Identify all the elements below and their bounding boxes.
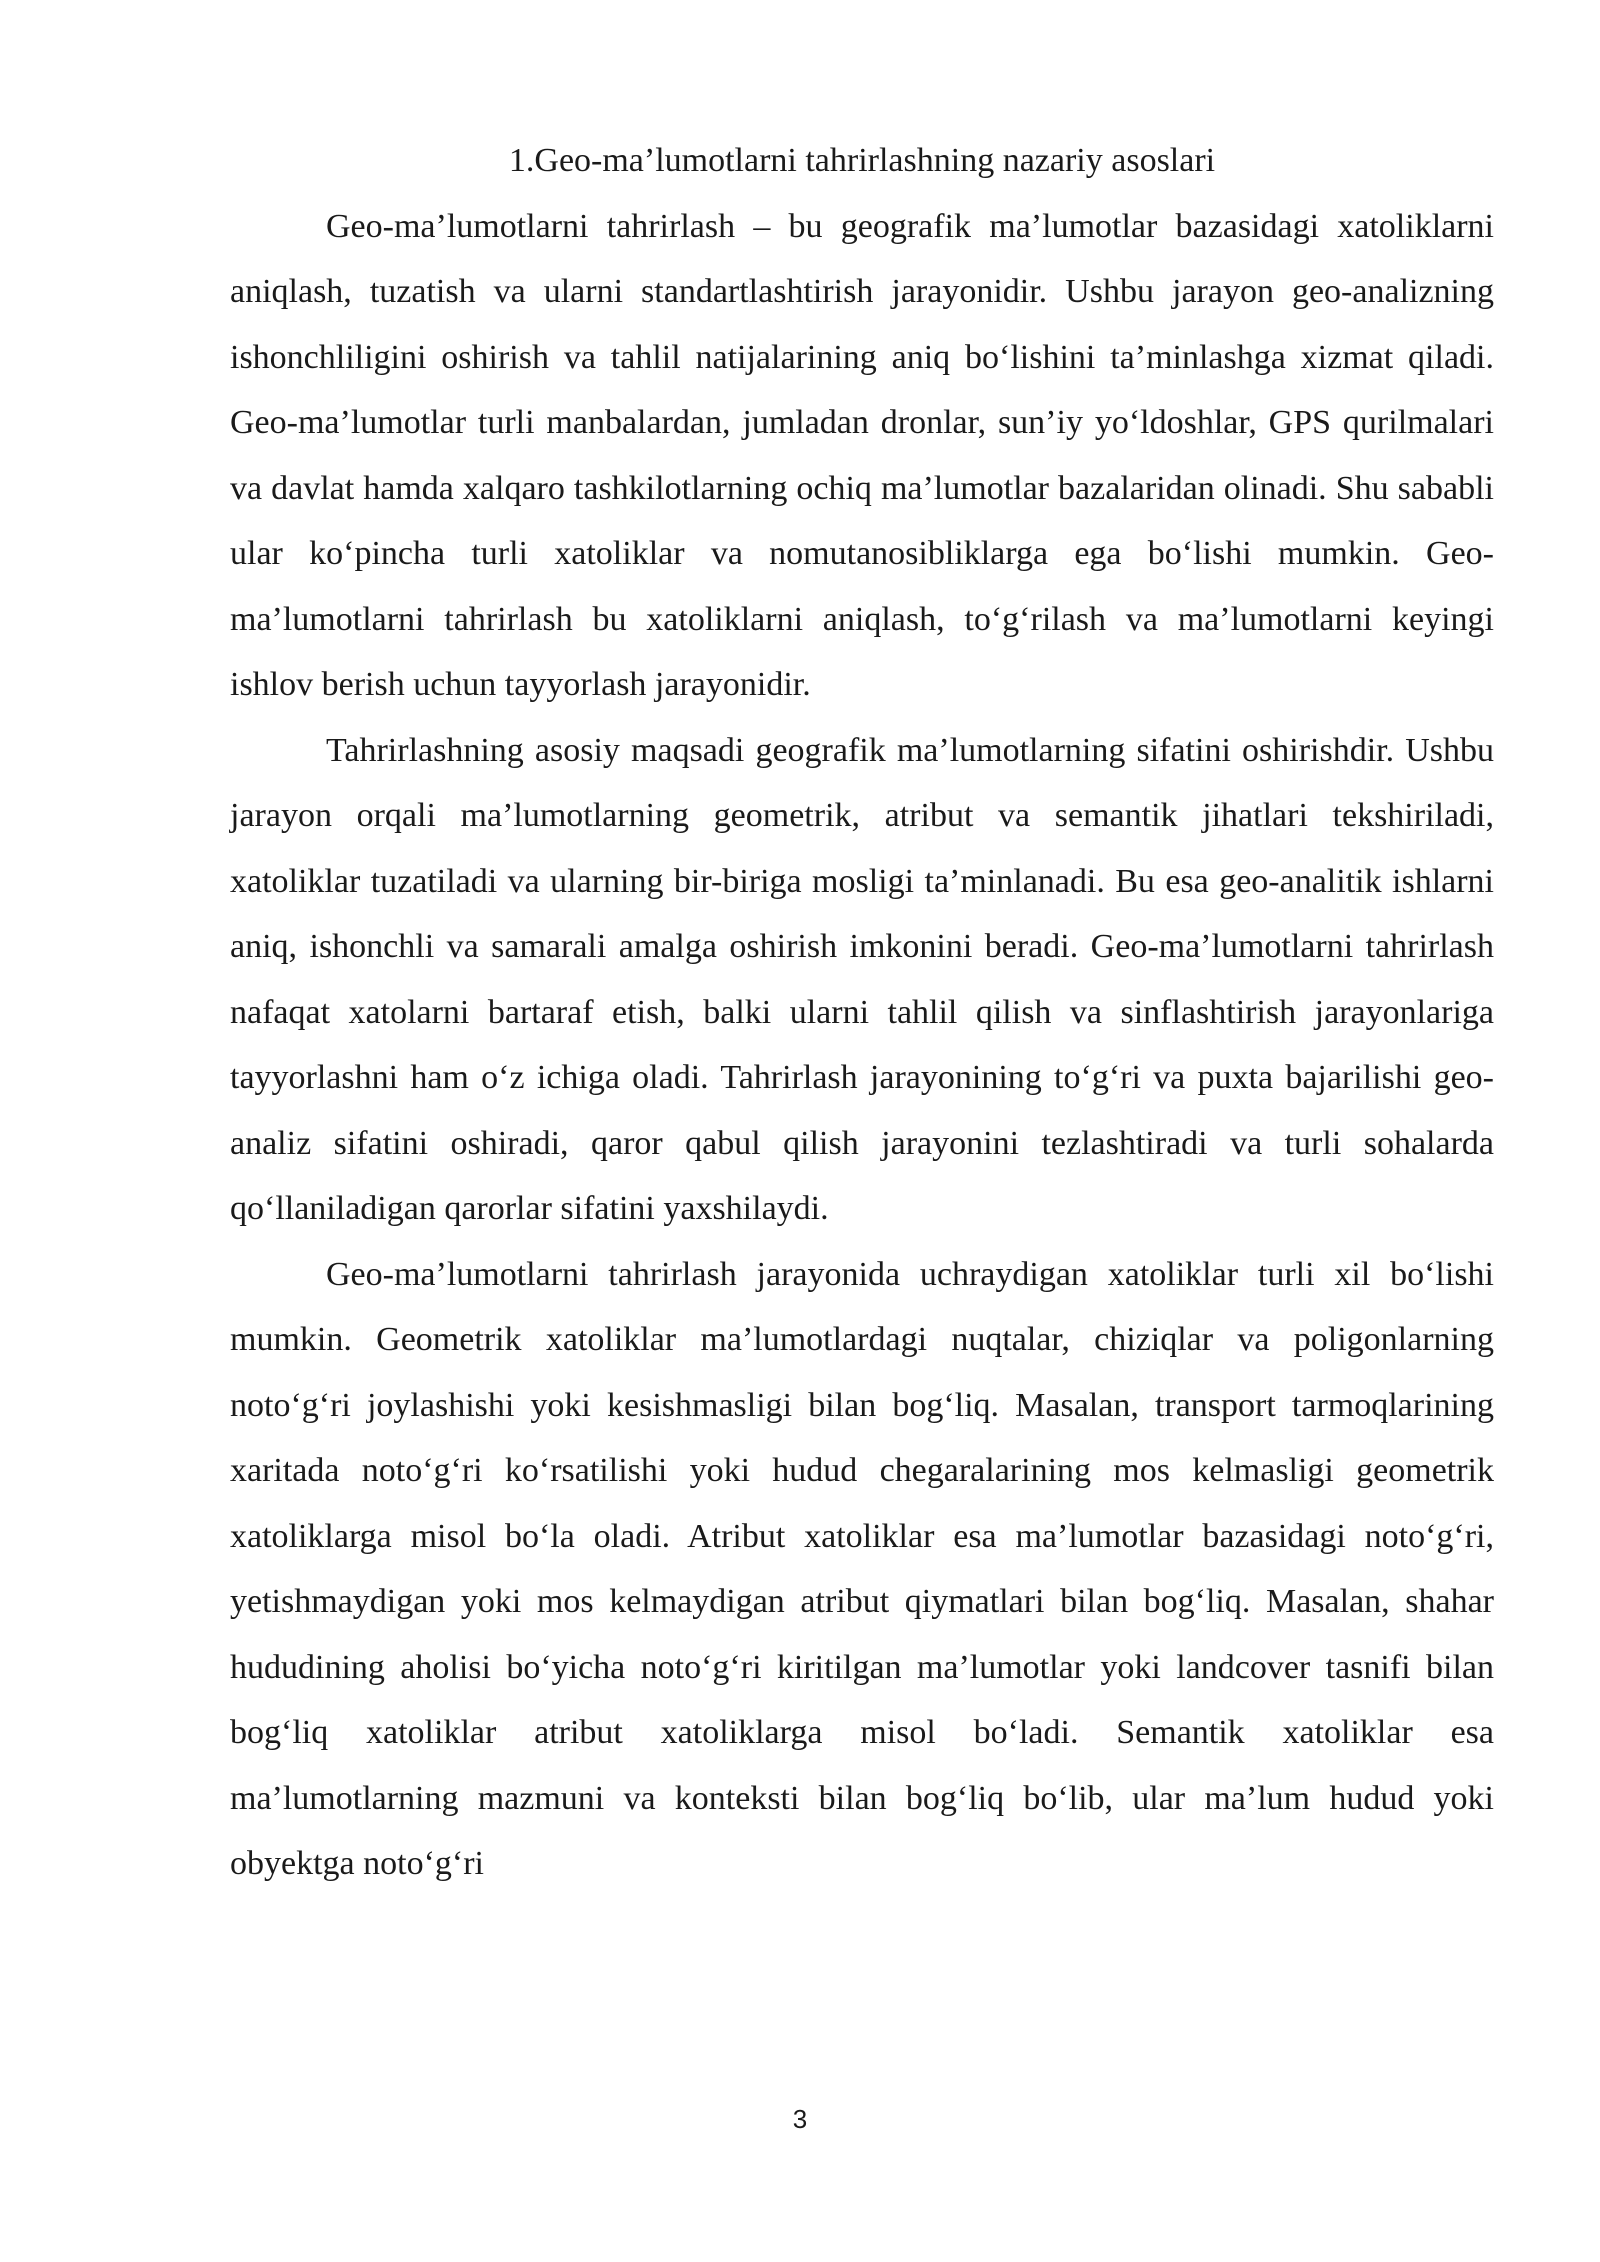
section-heading: 1.Geo-ma’lumotlarni tahrirlashning nazariy asoslari — [508, 142, 1216, 179]
paragraph-3: Geo-ma’lumotlarni tahrirlash jarayonida uchraydigan xatoliklar turli xil bo‘lishi mumkin. Geometrik xatoliklar ma’lumotlardagi nuqtalar, chiziqlar va poligonlarning noto‘g‘ri joylashishi yoki kesishmasligi bilan bog‘liq. Masalan, transport tarmoqlarining xaritada noto‘g‘ri ko‘rsatilishi yoki hudud chegaralarining mos kelmasligi geometrik xatoliklarga misol bo‘la oladi. Atribut xatoliklar esa ma’lumotlar bazasidagi noto‘g‘ri, yetishmaydigan yoki mos kelmaydigan atribut qiymatlari bilan bog‘liq. Masalan, shahar hududining aholisi bo‘yicha noto‘g‘ri kiritilgan ma’lumotlar yoki landcover tasnifi bilan bog‘liq xatoliklar atribut xatoliklarga misol bo‘ladi. Semantik xatoliklar esa ma’lumotlarning mazmuni va konteksti bilan bog‘liq bo‘lib, ular ma’lum hudud yoki obyektga noto‘g‘ri — [230, 1255, 1494, 1882]
paragraph-1: Geo-ma’lumotlarni tahrirlash – bu geografik ma’lumotlar bazasidagi xatoliklarni aniqlash, tuzatish va ularni standartlashtirish jarayonidir. Ushbu jarayon geo-analizning ishonchliligini oshirish va tahlil natijalarining aniq bo‘lishini ta’minlashga xizmat qiladi. Geo-ma’lumotlar turli manbalardan, jumladan dronlar, sun’iy yo‘ldoshlar, GPS qurilmalari va davlat hamda xalqaro tashkilotlarning ochiq ma’lumotlar bazalaridan olinadi. Shu sababli ular ko‘pincha turli xatoliklar va nomutanosibliklarga ega bo‘lishi mumkin. Geo-ma’lumotlarni tahrirlash bu xatoliklarni aniqlash, to‘g‘rilash va ma’lumotlarni keyingi ishlov berish uchun tayyorlash jarayonidir. — [230, 207, 1494, 703]
page-number: 3 — [792, 2104, 808, 2134]
document-page — [230, 128, 1494, 1897]
paragraph-2: Tahrirlashning asosiy maqsadi geografik ma’lumotlarning sifatini oshirishdir. Ushbu jarayon orqali ma’lumotlarning geometrik, atribut va semantik jihatlari tekshiriladi, xatoliklar tuzatiladi va ularning bir-biriga mosligi ta’minlanadi. Bu esa geo-analitik ishlarni aniq, ishonchli va samarali amalga oshirish imkonini beradi. Geo-ma’lumotlarni tahrirlash nafaqat xatolarni bartaraf etish, balki ularni tahlil qilish va sinflashtirish jarayonlariga tayyorlashni ham o‘z ichiga oladi. Tahrirlash jarayonining to‘g‘ri va puxta bajarilishi geo-analiz sifatini oshiradi, qaror qabul qilish jarayonini tezlashtiradi va turli sohalarda qo‘llaniladigan qarorlar sifatini yaxshilaydi. — [230, 731, 1494, 1227]
